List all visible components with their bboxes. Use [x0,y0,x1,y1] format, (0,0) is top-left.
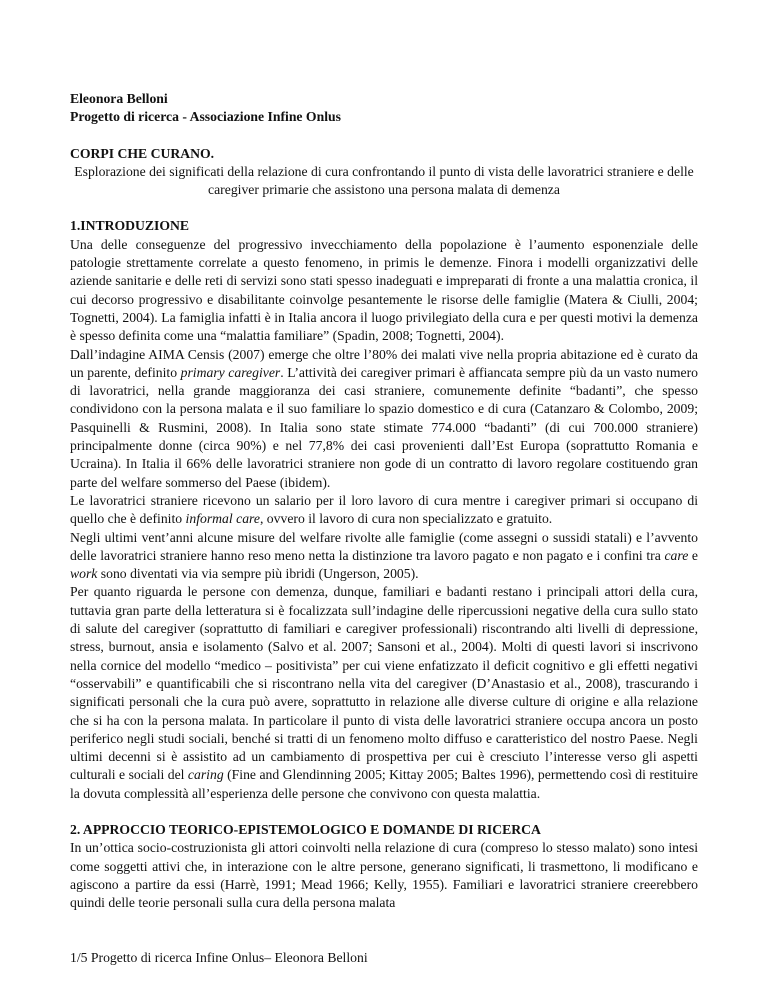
paragraph [70,583,698,803]
text-span: . L’attività dei caregiver primari è affiancata sempre più da un vasto numero di lavoratrici, nella grande maggioranza dei casi straniere, comunemente definite “badanti”, che spesso condividono con la persona malata e il suo familiare lo spazio domestico e di cura (Catanzaro & Colombo, 2009; Pasquinelli & Rusmini, 2008). In Italia sono state stimate 774.000 “badanti” (di cui 700.000 straniere) principalmente donne (circa 90%) e nel 77,8% dei casi provenienti dall’Est Europa (soprattutto Romania e Ucraina). In Italia il 66% delle lavoratrici straniere non gode di un contratto di lavoro regolare costituendo gran parte del welfare sommerso del Paese (ibidem). [70,364,698,490]
text-span: Per quanto riguarda le persone con demenza, dunque, familiari e badanti restano i principali attori della cura, tuttavia gran parte della letteratura si è focalizzata sull’indagine delle ripercussioni negative della cura sullo stato di salute del caregiver (soprattutto di familiari e caregiver professionali) riscontrando alti livelli di depressione, stress, burnout, ansia e isolamento (Salvo et al. 2007; Sansoni et al., 2004). Molti di questi lavori si inscrivono nella cornice del modello “medico – positivista” per cui viene enfatizzato il deficit cognitivo e gli effetti negativi “osservabili” e quantificabili che si riscontrano nella vita del caregiver (D’Anastasio et al., 2008), trascurando i significati personali che la cura può avere, soprattutto in relazione alle diverse culture di origine e alla relazione che si ha con la persona malata. In particolare il punto di vista delle lavoratrici straniere occupa ancora un posto periferico negli studi sociali, benché si tratti di un fenomeno molto diffuso e caratteristico del nostro Paese. Negli ultimi decenni si è assistito ad un cambiamento di prospettiva per cui è cresciuto l’interesse verso gli aspetti culturali e sociali del [70,584,698,783]
text-span: (Fine and Glendinning 2005; Kittay 2005; Baltes 1996), permettendo così di restituire la dovuta complessità all’esperienza delle persone che convivono con questa malattia. [70,767,698,801]
text-span: Le lavoratrici straniere ricevono un salario per il loro lavoro di cura mentre i caregiver primari si occupano di quello che è definito [70,492,698,527]
paragraph: Una delle conseguenze del progressivo invecchiamento della popolazione è l’aumento esponenziale delle patologie strettamente correlate a questo fenomeno, in primis le demenze. Finora i modelli organizzativi delle aziende sanitarie e delle reti di servizi sono stati spesso inadeguati e impreparati di fronte a una malattia cronica, il cui decorso progressivo e disabilitante coinvolge pesantemente le risorse delle famiglie (Matera & Ciulli, 2004; Tognetti, 2004). La famiglia infatti è in Italia ancora il luogo privilegiato della cura e per questi motivi la demenza è spesso definita come una “malattia familiare” (Spadin, 2008; Tognetti, 2004). [70,236,698,344]
page-footer: 1/5 Progetto di ricerca Infine Onlus– Eleonora Belloni [70,950,368,965]
emphasis: informal care [185,511,260,527]
emphasis: work [70,566,98,582]
project-line: Progetto di ricerca - Associazione Infine Onlus [70,109,341,125]
document-subtitle: Esplorazione dei significati della relazione di cura confrontando il punto di vista delle lavoratrici straniere e delle caregiver primarie che assistono una persona malata di demenza [74,163,694,198]
text-span: Dall’indagine AIMA Censis (2007) emerge che oltre l’80% dei malati vive nella propria abitazione ed è curato da un parente, definito [70,346,698,380]
section-heading-approach: 2. APPROCCIO TEORICO-EPISTEMOLOGICO E DOMANDE DI RICERCA [70,821,541,837]
text-span: e [688,547,699,563]
text-span: Negli ultimi vent’anni alcune misure del welfare rivolte alle famiglie (come assegni o sussidi statali) e l’avvento delle lavoratrici straniere hanno reso meno netta la distinzione tra lavoro pagato e non pagato e i confini tra [70,529,698,563]
paragraph: In un’ottica socio-costruzionista gli attori coinvolti nella relazione di cura (compreso lo stesso malato) sono intesi come soggetti attivi che, in interazione con le altre persone, generano significati, li trasmettono, li modificano e agiscono a partire da essi (Harrè, 1991; Mead 1966; Kelly, 1955). Familiari e lavoratrici straniere creerebbero quindi delle teorie personali sulla cura della persona malata [70,840,698,911]
paragraph [70,529,698,584]
document-title: CORPI CHE CURANO. [70,145,215,161]
section-heading-introduction: 1.INTRODUZIONE [70,218,190,234]
author-name: Eleonora Belloni [70,91,168,106]
text-span: sono diventati via via sempre più ibridi (Ungerson, 2005). [97,566,419,582]
title-block [70,145,698,200]
emphasis: caring [187,767,224,783]
paragraph [70,492,698,529]
document-page [70,90,698,912]
emphasis: primary caregiver [180,364,281,380]
emphasis: care [664,547,689,563]
paragraph [70,346,698,492]
text-span: , ovvero il lavoro di cura non specializzato e gratuito. [259,511,553,527]
